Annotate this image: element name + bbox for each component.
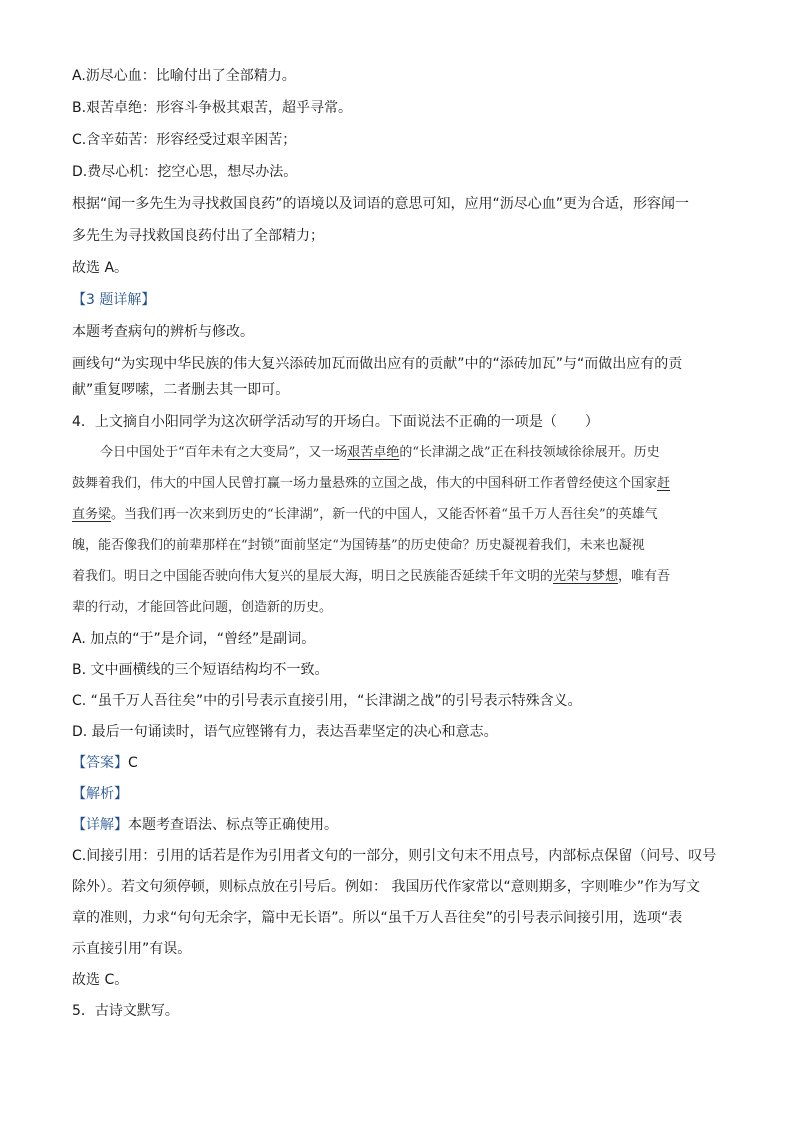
c-explain-line-4: 示直接引用”有误。 bbox=[72, 941, 192, 957]
detail-label: 【详解】 bbox=[72, 817, 128, 833]
option-c-q2: C.含辛茹苦：形容经受过艰辛困苦； bbox=[72, 132, 297, 148]
c-explain-line-2: 除外）。若文句须停顿，则标点放在引号后。例如： 我国历代作家常以“意则期多，字则唯少”作为写文 bbox=[72, 879, 700, 895]
passage-line-5: 着我们。明日之中国能否驶向伟大复兴的星辰大海，明日之民族能否延续千年文明的光荣与梦想，唯有吾 bbox=[72, 569, 671, 584]
q3-line-2: 献”重复啰嗦，二者删去其一即可。 bbox=[72, 382, 290, 398]
underlined-phrase-2b: 直务梁 bbox=[72, 507, 112, 522]
c-explain-line-1: C.间接引用：引用的话若是作为引用者文句的一部分，则引文句末不用点号，内部标点保留（问号、叹号 bbox=[72, 848, 717, 864]
passage-line-4: 魄，能否像我们的前辈那样在“封锁”面前坚定“为国铸基”的历史使命？历史凝视着我们，未来也凝视 bbox=[72, 538, 645, 553]
choice-q2: 故选 A。 bbox=[72, 260, 129, 276]
analysis-line-1: 根据“闻一多先生为寻找救国良药”的语境以及词语的意思可知，应用“沥尽心血”更为合适，形容闻一 bbox=[72, 196, 690, 212]
detail-text: 本题考查语法、标点等正确使用。 bbox=[128, 817, 338, 833]
c-explain-line-3: 章的准则，力求“句句无余字，篇中无长语”。所以“虽千万人吾往矣”的引号表示间接引用，选项“表 bbox=[72, 910, 683, 926]
q5-question: 5．古诗文默写。 bbox=[72, 1003, 179, 1019]
q3-line-1: 画线句“为实现中华民族的伟大复兴添砖加瓦而做出应有的贡献”中的“添砖加瓦”与“而做出应有的贡 bbox=[72, 356, 683, 372]
q3-topic: 本题考查病句的辨析与修改。 bbox=[72, 324, 254, 340]
underlined-phrase-3: 光荣与梦想 bbox=[553, 569, 619, 584]
passage-line-3: 直务梁。当我们再一次来到历史的“长津湖”，新一代的中国人，又能否怀着“虽千万人吾往矣”的英雄气 bbox=[72, 507, 658, 522]
answer-label: 【答案】 bbox=[72, 755, 128, 771]
answer-line bbox=[72, 753, 732, 773]
q4-option-d: D. 最后一句诵读时，语气应铿锵有力，表达吾辈坚定的决心和意志。 bbox=[72, 724, 498, 740]
detail-line bbox=[72, 815, 732, 835]
q4-option-b: B. 文中画横线的三个短语结构均不一致。 bbox=[72, 662, 329, 678]
option-d-q2: D.费尽心机：挖空心思，想尽办法。 bbox=[72, 164, 298, 180]
q3-heading: 【3 题详解】 bbox=[72, 292, 156, 308]
passage-line-6: 辈的行动，才能回答此问题，创造新的历史。 bbox=[72, 600, 333, 615]
passage-line-2: 鼓舞着我们，伟大的中国人民曾打赢一场力量悬殊的立国之战，伟大的中国科研工作者曾经使这个国家赶 bbox=[72, 476, 671, 491]
jiexi-label: 【解析】 bbox=[72, 786, 128, 802]
q4-option-c: C. “虽千万人吾往矣”中的引号表示直接引用，“长津湖之战”的引号表示特殊含义。 bbox=[72, 693, 582, 709]
q4-question: 4．上文摘自小阳同学为这次研学活动写的开场白。下面说法不正确的一项是（ ） bbox=[72, 414, 599, 430]
passage-line-1: 今日中国处于“百年未有之大变局”，又一场艰苦卓绝的“长津湖之战”正在科技领域徐徐展开。历史 bbox=[100, 445, 660, 460]
option-b-q2: B.艰苦卓绝：形容斗争极其艰苦，超乎寻常。 bbox=[72, 100, 353, 116]
answer-value: C bbox=[128, 755, 138, 771]
q4-option-a: A. 加点的“于”是介词，“曾经”是副词。 bbox=[72, 631, 316, 647]
choice-q4: 故选 C。 bbox=[72, 972, 129, 988]
analysis-line-2: 多先生为寻找救国良药付出了全部精力； bbox=[72, 228, 324, 244]
underlined-phrase-1: 艰苦卓绝 bbox=[347, 445, 400, 460]
option-a-q2: A.沥尽心血：比喻付出了全部精力。 bbox=[72, 68, 296, 84]
underlined-phrase-2a: 赶 bbox=[657, 476, 671, 491]
